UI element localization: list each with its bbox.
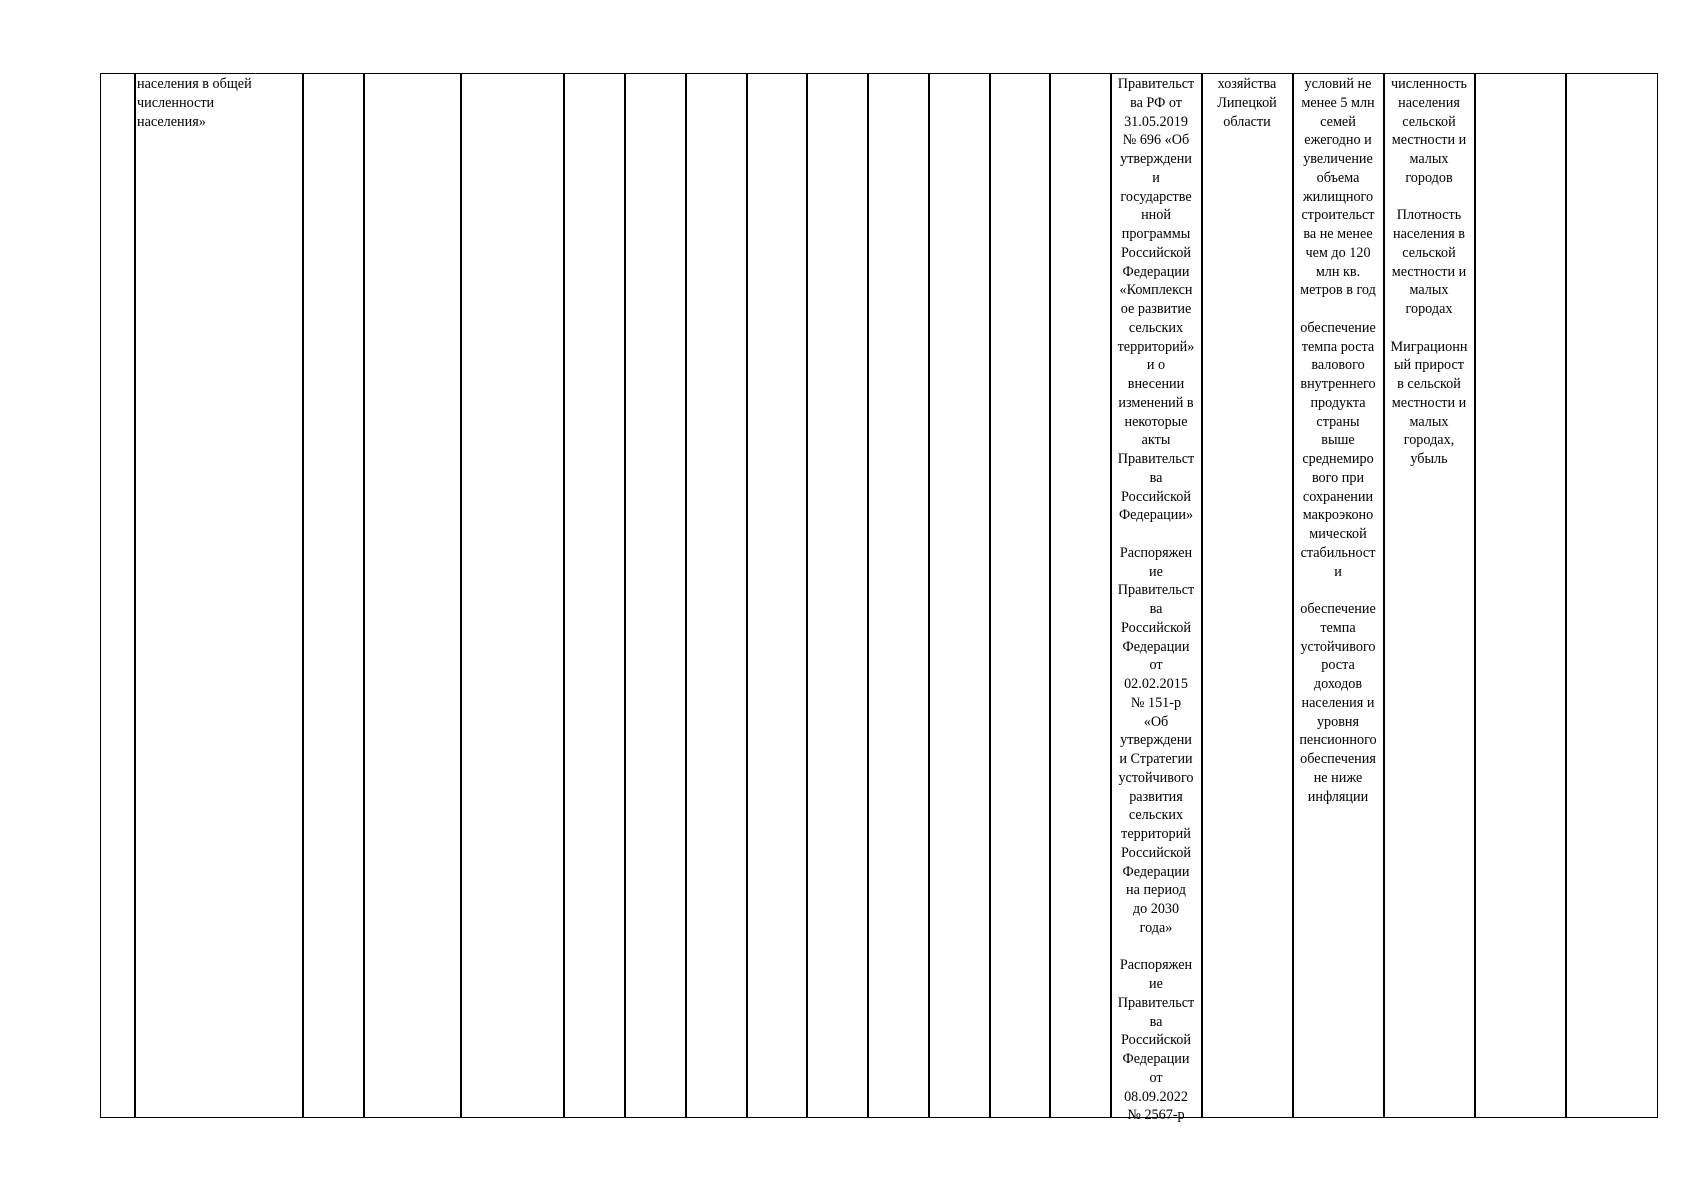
column-divider [134, 73, 136, 1118]
column-divider [1474, 73, 1476, 1118]
indicator-name-cell: населения в общей численности населения» [137, 76, 252, 130]
column-divider [928, 73, 930, 1118]
responsible-cell: хозяйства Липецкой области [1217, 76, 1277, 130]
column-divider [1565, 73, 1567, 1118]
column-divider [302, 73, 304, 1118]
column-divider [460, 73, 462, 1118]
legal-basis-cell: Правительст ва РФ от 31.05.2019 № 696 «Об утверждени и государстве нной программы Российской Федерации «Комплексн ое развитие сельских территорий» и о внесении изменений в некоторые акты Правительст ва Российской Федерации» Распоряжен ие Правительст ва Российской Федерации от 02.02.2015 № 151-р «Об утверждени и Стратегии устойчивого развития сельских территорий Российской Федерации на период до 2030 года» Распоряжен ие Правительст ва Российской Федерации от 08.09.2022 № 2567-р [1117, 76, 1195, 1124]
column-divider [1049, 73, 1051, 1118]
column-divider [806, 73, 808, 1118]
column-divider [1201, 73, 1203, 1118]
column-divider [563, 73, 565, 1118]
column-divider [867, 73, 869, 1118]
column-divider [989, 73, 991, 1118]
related-indicators-cell: численность населения сельской местности и малых городов Плотность населения в сельской местности и малых городах Миграционн ый прирост в сельской местности и малых городах, убыль [1390, 76, 1468, 467]
column-divider [363, 73, 365, 1118]
column-divider [624, 73, 626, 1118]
column-divider [685, 73, 687, 1118]
column-divider [746, 73, 748, 1118]
national-goals-cell: условий не менее 5 млн семей ежегодно и увеличение объема жилищного строительст ва не менее чем до 120 млн кв. метров в год обеспечение темпа роста валового внутреннего продукта страны выше среднемиро вого при сохранении макроэконо мической стабильност и обеспечение темпа устойчивого роста доходов населения и уровня пенсионного обеспечения не ниже инфляции [1299, 76, 1377, 805]
